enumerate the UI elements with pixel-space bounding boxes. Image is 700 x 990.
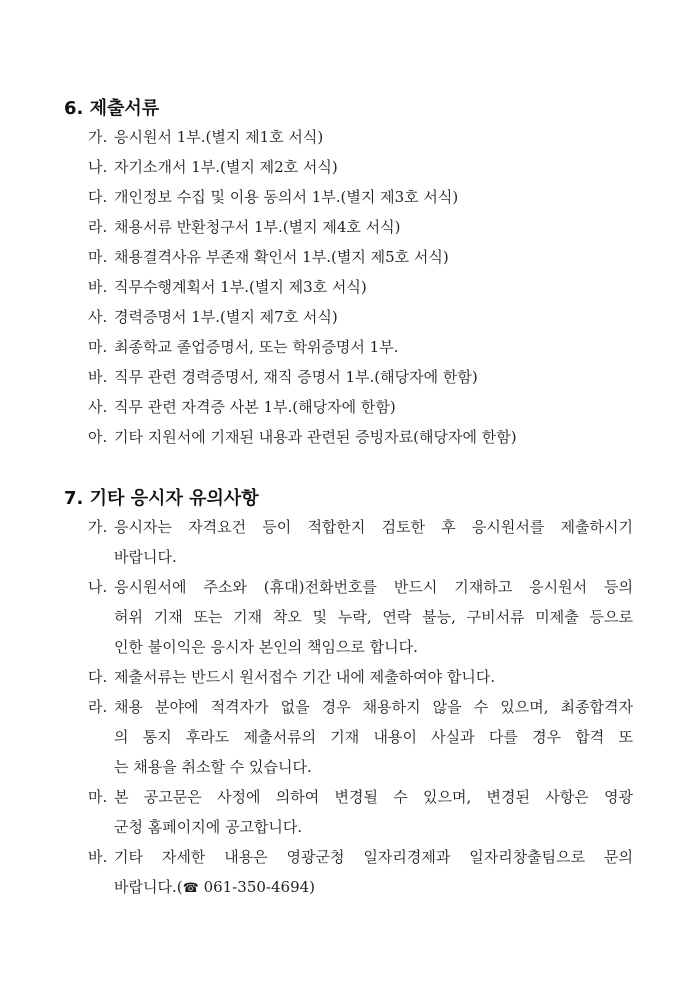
item-marker: 라.	[88, 218, 108, 236]
notice-item	[88, 782, 633, 842]
item-marker: 나.	[88, 158, 108, 176]
list-item	[88, 152, 633, 182]
phone-icon: ☎	[182, 881, 199, 896]
item-line: 기타 자세한 내용은 영광군청 일자리경제과 일자리창출팀으로 문의	[114, 848, 633, 866]
item-text: 경력증명서 1부.(별지 제7호 서식)	[114, 308, 338, 326]
item-line: 는 채용을 취소할 수 있습니다.	[114, 758, 312, 776]
list-item	[88, 272, 633, 302]
list-item	[88, 362, 633, 392]
item-line: 제출서류는 반드시 원서접수 기간 내에 제출하여야 합니다.	[114, 668, 496, 686]
list-item	[88, 212, 633, 242]
item-line: 군청 홈페이지에 공고합니다.	[114, 818, 303, 836]
item-line: 바랍니다.	[114, 548, 177, 566]
item-marker: 바.	[88, 368, 108, 386]
section-6-heading: 6. 제출서류	[64, 98, 160, 119]
list-item	[88, 422, 633, 452]
notice-item	[88, 692, 633, 782]
item-marker: 마.	[88, 788, 108, 806]
item-text: 기타 지원서에 기재된 내용과 관련된 증빙자료(해당자에 한함)	[114, 428, 517, 446]
closing-paren: )	[309, 878, 316, 896]
item-text: 최종학교 졸업증명서, 또는 학위증명서 1부.	[114, 338, 399, 356]
item-text: 자기소개서 1부.(별지 제2호 서식)	[114, 158, 338, 176]
item-line: 응시자는 자격요건 등이 적합한지 검토한 후 응시원서를 제출하시기	[114, 518, 633, 536]
item-marker: 마.	[88, 338, 108, 356]
item-marker: 라.	[88, 698, 108, 716]
item-line: 의 통지 후라도 제출서류의 기재 내용이 사실과 다를 경우 합격 또	[114, 728, 633, 746]
item-text: 채용서류 반환청구서 1부.(별지 제4호 서식)	[114, 218, 401, 236]
item-line: 채용 분야에 적격자가 없을 경우 채용하지 않을 수 있으며, 최종합격자	[114, 698, 633, 716]
item-marker: 바.	[88, 848, 108, 866]
item-marker: 바.	[88, 278, 108, 296]
item-text: 직무 관련 자격증 사본 1부.(해당자에 한함)	[114, 398, 396, 416]
list-item	[88, 302, 633, 332]
item-marker: 나.	[88, 578, 108, 596]
item-marker: 사.	[88, 308, 108, 326]
item-marker: 사.	[88, 398, 108, 416]
item-marker: 마.	[88, 248, 108, 266]
item-marker: 가.	[88, 518, 108, 536]
item-line: 허위 기재 또는 기재 착오 및 누락, 연락 불능, 구비서류 미제출 등으로	[114, 608, 633, 626]
item-line: 응시원서에 주소와 (휴대)전화번호를 반드시 기재하고 응시원서 등의	[114, 578, 633, 596]
item-text: 직무수행계획서 1부.(별지 제3호 서식)	[114, 278, 367, 296]
section-7-heading: 7. 기타 응시자 유의사항	[64, 488, 259, 509]
item-text: 응시원서 1부.(별지 제1호 서식)	[114, 128, 324, 146]
item-text: 채용결격사유 부존재 확인서 1부.(별지 제5호 서식)	[114, 248, 449, 266]
item-marker: 다.	[88, 188, 108, 206]
list-item	[88, 122, 633, 152]
list-item	[88, 332, 633, 362]
item-text: 직무 관련 경력증명서, 재직 증명서 1부.(해당자에 한함)	[114, 368, 478, 386]
item-line: 바랍니다.(	[114, 878, 183, 896]
item-line: 인한 불이익은 응시자 본인의 책임으로 합니다.	[114, 638, 418, 656]
notice-item	[88, 572, 633, 662]
notice-item	[88, 512, 633, 572]
notice-item	[88, 662, 633, 692]
contact-phone: 061-350-4694	[203, 878, 310, 896]
item-marker: 다.	[88, 668, 108, 686]
item-marker: 가.	[88, 128, 108, 146]
item-line: 본 공고문은 사정에 의하여 변경될 수 있으며, 변경된 사항은 영광	[114, 788, 633, 806]
list-item	[88, 242, 633, 272]
item-marker: 아.	[88, 428, 108, 446]
notice-item	[88, 842, 633, 902]
item-text: 개인정보 수집 및 이용 동의서 1부.(별지 제3호 서식)	[114, 188, 459, 206]
list-item	[88, 182, 633, 212]
list-item	[88, 392, 633, 422]
